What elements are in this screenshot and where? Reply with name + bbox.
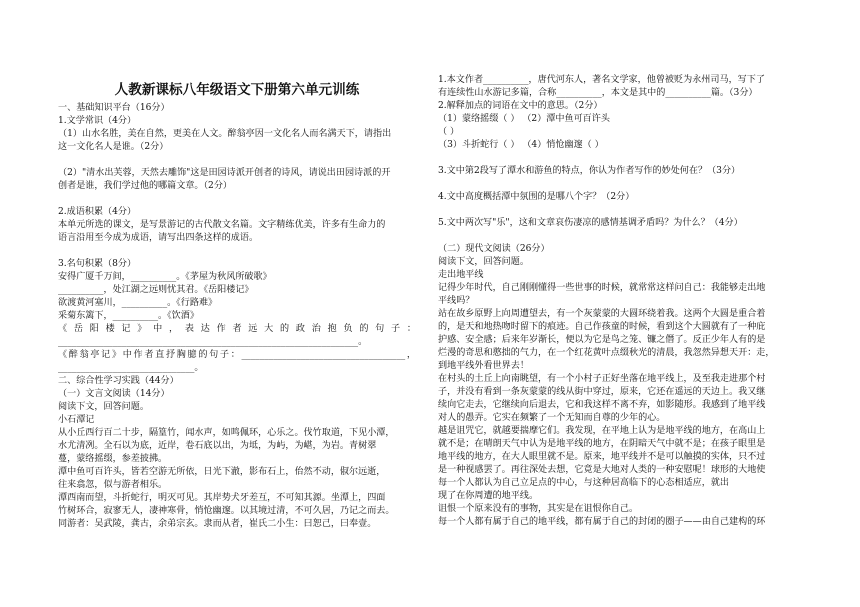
right-line: 阅读下文，回答问题。: [438, 257, 529, 267]
right-line: 对人的愚弄。它实在频繁了一个无知而自尊的少年的心。: [438, 413, 666, 423]
right-line: （二）现代文阅读（26分）: [438, 244, 550, 254]
left-line: 小石潭记: [58, 415, 95, 425]
right-line: 平线吗？: [438, 296, 475, 306]
right-line: 子，并没有看到一条灰蒙蒙的线从街中穿过，原来，它还在遥远的天边上。我又继: [438, 387, 766, 397]
right-line: 1.本文作者__________，唐代河东人，著名文学家，他曾被贬为永州司马，写下了: [438, 75, 765, 85]
right-line: 站在故乡原野上向周遭望去，有一个灰蒙蒙的大圆环绕着我。这两个大圆是重合着: [438, 309, 766, 319]
right-line: （3）斗折蛇行（ ） （4）悄怆幽邃（ ）: [438, 140, 604, 150]
right-line: 现了在你周遭的地平线。: [438, 491, 539, 501]
left-line: （2）"清水出芙蓉，天然去雕饰"这是田园诗派开创者的诗风，请说出田园诗派的开: [58, 168, 391, 178]
right-line: [438, 204, 783, 217]
right-line: 到地平线外看世界去！: [438, 361, 529, 371]
left-line: 安得广厦千万间，__________。《茅屋为秋风所破歌》: [58, 272, 272, 282]
left-line: 1.文学常识（4分）: [58, 116, 137, 126]
right-line: 记得少年时代，自己刚刚懂得一些世事的时候，就常常这样问自己：我能够走出地: [438, 283, 766, 293]
right-line: 5.文中两次写"乐"，这和文章哀伤凄凉的感情基调矛盾吗？为什么？（4分）: [438, 218, 743, 228]
right-line: 就不是；在晴朗天气中认为是地平线的地方，在阴暗天气中就不是；在孩子眼里是: [438, 439, 766, 449]
right-line: 烂漫的奇思和憨拙的气力，在一个红花黄叶点缀秋光的清晨，我忽然异想天开：走，: [438, 348, 775, 358]
right-line: （ ）: [438, 127, 460, 137]
left-line: 这一文化名人是谁。（2分）: [58, 142, 169, 152]
left-line: 蔓，蒙络摇缀，参差披拂。: [58, 454, 168, 464]
right-line: 3.文中第2段写了潭水和游鱼的特点，你认为作者写作的妙处何在？（3分）: [438, 166, 741, 176]
left-line: 《 岳 阳 楼 记 》 中 ， 表 达 作 者 远 大 的 政 治 抱 负 的 句 子 ：: [58, 324, 416, 334]
right-line: 续向它走去，它继续向后退去，它和我这样不离不弃，如影随形。我感到了地平线: [438, 400, 766, 410]
right-line: [438, 152, 783, 165]
right-line: [438, 178, 783, 191]
left-line: 语言沿用至今成为成语，请写出四条这样的成语。: [58, 233, 259, 243]
left-line: 3.名句积累（8分）: [58, 259, 137, 269]
left-line: 2.成语积累（4分）: [58, 207, 137, 217]
left-line: （1）山水名胜，美在自然，更美在人文。醉翁亭因一文化名人而名满天下，请指出: [58, 129, 392, 139]
right-line: 有连续性山水游记多篇，合称__________，本文是其中的__________篇。（3分）: [438, 88, 758, 98]
left-line: 本单元所选的课文，是写景游记的古代散文名篇。文字精练优美，许多有生命力的: [58, 220, 386, 230]
left-line: 阅读下文，回答问题。: [58, 402, 149, 412]
right-line: 2.解释加点的词语在文中的意思。（2分）: [438, 101, 603, 111]
right-line: 走出地平线: [438, 270, 484, 280]
left-line: 二、综合性学习实践（44分）: [58, 376, 179, 386]
left-line: 水尤清冽。全石以为底，近岸，卷石底以出，为坻，为屿，为嵁，为岩。青树翠: [58, 441, 377, 451]
right-line: 是一种视感罢了。再往深处去想，它竟是大地对人类的一种安慰呢！球形的大地使: [438, 465, 766, 475]
left-line: 采菊东篱下，__________。《饮酒》: [58, 311, 199, 321]
left-line: [58, 245, 416, 258]
left-column: [58, 0, 416, 531]
left-line: 潭西南而望，斗折蛇行，明灭可见。其岸势犬牙差互，不可知其源。坐潭上，四面: [58, 493, 386, 503]
left-line: 一、基础知识平台（16分）: [58, 103, 170, 113]
left-line: __________，处江湖之远则忧其君。《岳阳楼记》: [58, 285, 254, 295]
left-line: [58, 193, 416, 206]
left-line: 从小丘西行百二十步，隔篁竹，闻水声，如鸣佩环，心乐之。伐竹取道，下见小潭，: [58, 428, 395, 438]
right-column: [438, 0, 783, 529]
left-line: __________________________________________________________________。: [58, 337, 368, 347]
left-line: 《醉翁亭记》中作者直抒胸臆的句子：____________________________________，: [58, 350, 416, 360]
right-line: 诅恨一个原来没有的事物，其实是在诅恨你自己。: [438, 504, 639, 514]
left-text-block: [58, 102, 416, 531]
right-line: 护感、安全感；后来年岁渐长，便以为它是鸟之笼、镰之僭了。反正少年人有的是: [438, 335, 766, 345]
page-title: 人教新课标八年级语文下册第六单元训练: [114, 82, 360, 98]
right-line: [438, 230, 783, 243]
left-line: 创者是谁，我们学过他的哪篇文章。（2分）: [58, 181, 233, 191]
left-line: 欲渡黄河塞川，__________。《行路难》: [58, 298, 218, 308]
right-line: 越是诅咒它，就越要揣摩它们。我发现，在平地上认为是地平线的地方，在高山上: [438, 426, 766, 436]
right-line: 的，是天和地热吻时留下的痕迹。自己作孩童的时候，看到这个大圆就有了一种庇: [438, 322, 766, 332]
right-line: （1）蒙络摇缀（ ） （2）潭中鱼可百许头: [438, 114, 610, 124]
right-line: 每一个人都有属于自己的地平线，都有属于自己的封闭的圈子——由自己建构的环: [438, 517, 766, 527]
right-text-block: [438, 74, 783, 529]
right-line: 每一个人都认为自己立足点的中心，与这种居高临下的心态相适应，就出: [438, 478, 730, 488]
left-line: 往来翕忽，似与游者相乐。: [58, 480, 168, 490]
right-line: 4.文中高度概括潭中氛围的是哪八个字？（2分）: [438, 192, 635, 202]
left-line: （一）文言文阅读（14分）: [58, 389, 170, 399]
left-line: ______________________________。: [58, 363, 204, 373]
left-line: 同游者：吴武陵，龚古，余弟宗玄。隶而从者，崔氏二小生：曰恕己，曰奉壹。: [58, 519, 377, 529]
left-line: [58, 154, 416, 167]
right-line: 在村头的土丘上向南眺望，有一个小村子正好坐落在地平线上，及至我走进那个村: [438, 374, 766, 384]
right-line: 地平线的地方，在大人眼里就不是。原来，地平线并不是可以触摸的实体，只不过: [438, 452, 766, 462]
left-line: 潭中鱼可百许头，皆若空游无所依，日光下澈，影布石上，佁然不动，俶尔远逝，: [58, 467, 386, 477]
left-line: 竹树环合，寂寥无人，凄神寒骨，悄怆幽邃。以其境过清，不可久居，乃记之而去。: [58, 506, 395, 516]
